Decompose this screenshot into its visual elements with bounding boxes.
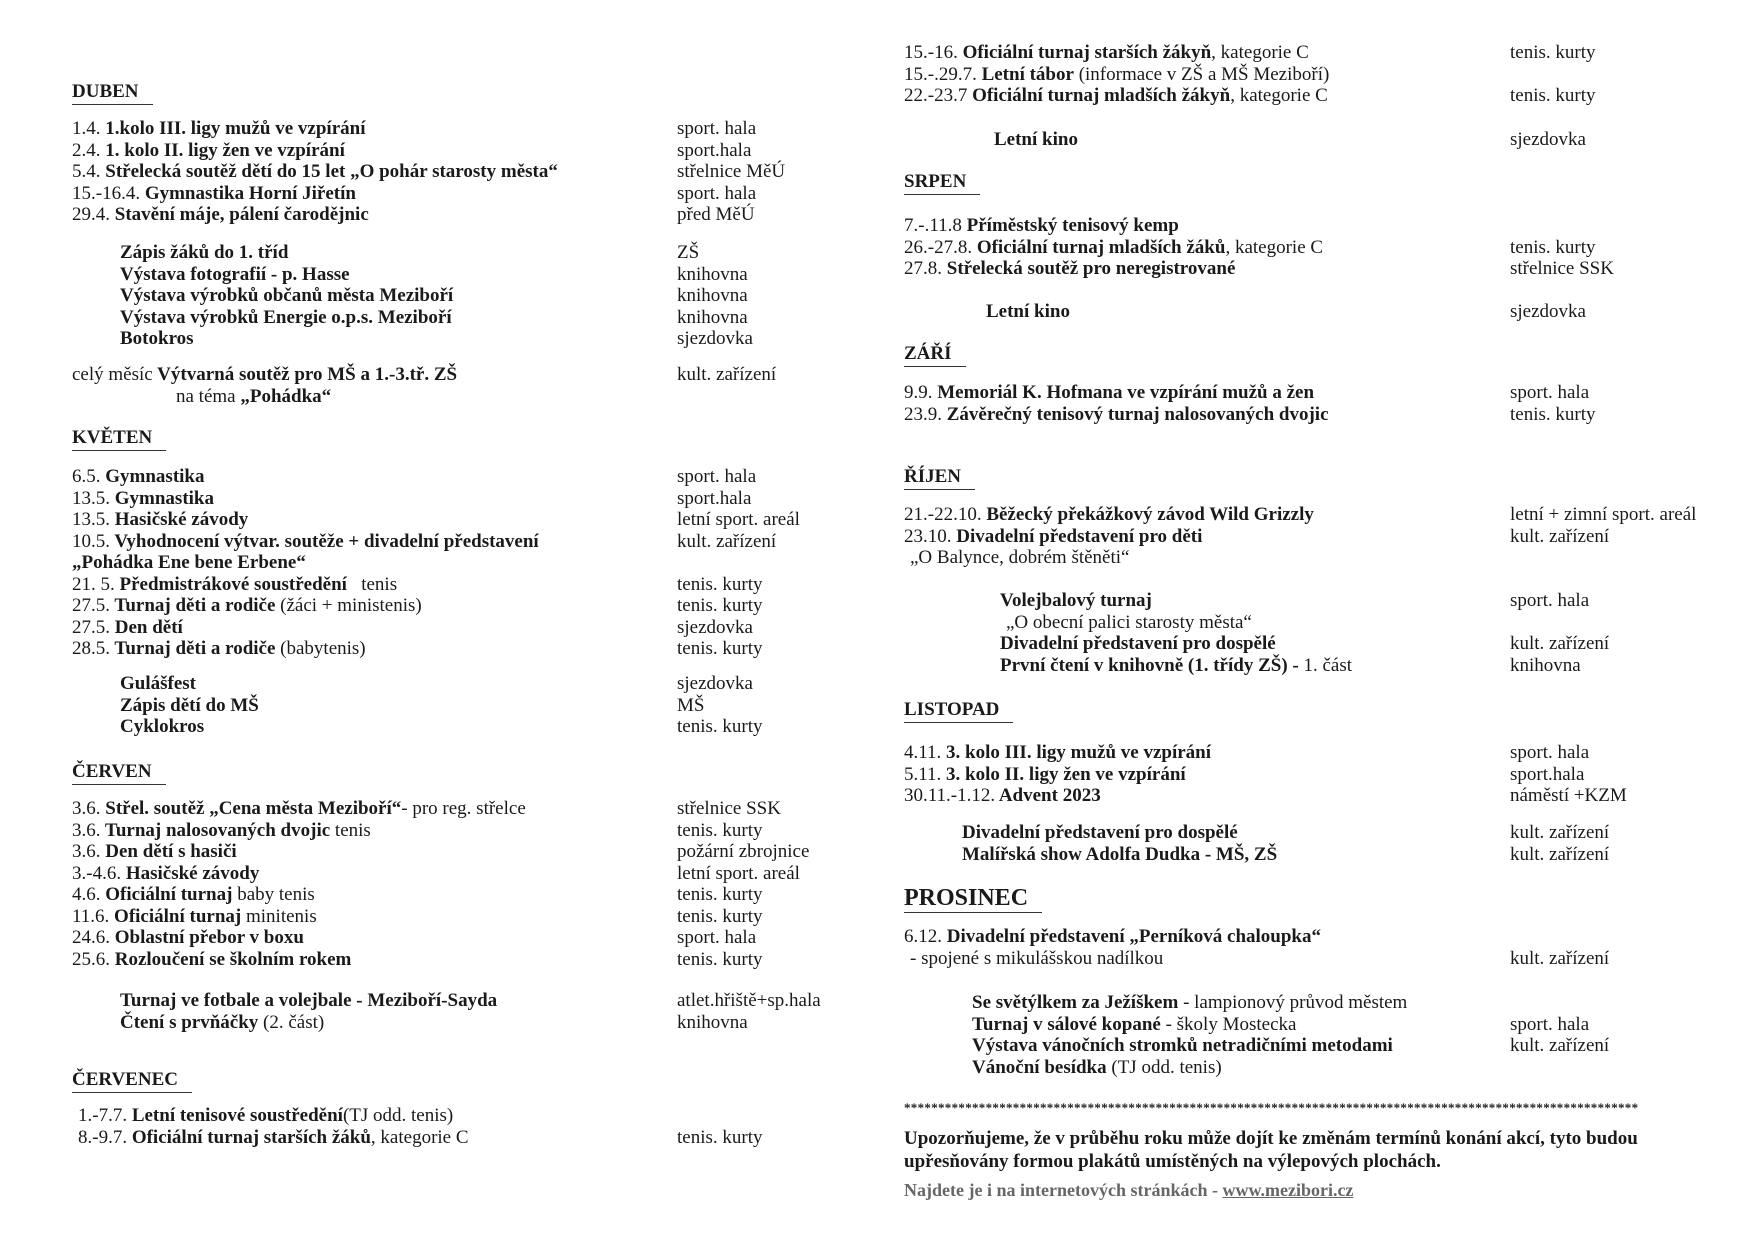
event-title: Se světýlkem za Ježíškem (972, 992, 1179, 1013)
event-date: 27.5. (72, 616, 110, 638)
event-date: 5.11. (904, 763, 942, 785)
duben-month-competition (72, 364, 812, 407)
list-item (72, 183, 812, 205)
list-item (120, 990, 821, 1012)
list-item (904, 526, 1704, 548)
heading-cerven: ČERVEN (72, 760, 166, 785)
event-place: kult. zařízení (1510, 1035, 1610, 1056)
event-title: Turnaj děti a rodiče (114, 638, 276, 659)
listopad-undated-list (962, 822, 1704, 865)
event-title: Běžecký překážkový závod Wild Grizzly (986, 504, 1314, 525)
zari-dated-list (904, 382, 1704, 425)
event-title: Zápis žáků do 1. tříd (120, 242, 289, 263)
event-place: sjezdovka (1510, 129, 1586, 150)
list-item (904, 785, 1704, 807)
list-item (72, 488, 812, 510)
event-note: 1. část (1298, 654, 1353, 676)
list-item (78, 1105, 812, 1127)
list-item (994, 129, 1704, 151)
list-item (904, 404, 1704, 426)
list-item (904, 504, 1704, 526)
event-note: tenis (330, 819, 371, 841)
srpen-dated-list (904, 215, 1704, 280)
event-note: (TJ odd. tenis) (342, 1105, 454, 1126)
event-title: Vyhodnocení výtvar. soutěže + divadelní představení (114, 530, 539, 552)
event-place: sport. hala (677, 927, 757, 948)
event-date: 3.6. (72, 841, 101, 862)
event-date: 15.-.29.7. (904, 63, 977, 85)
event-note: , kategorie C (1225, 236, 1324, 258)
event-place: kult. zařízení (1510, 843, 1610, 865)
event-place: před MěÚ (677, 204, 755, 225)
event-place: knihovna (677, 1011, 748, 1033)
website-link[interactable]: www.mezibori.cz (1222, 1180, 1354, 1200)
heading-duben: DUBEN (72, 80, 153, 105)
event-title: Rozloučení se školním rokem (114, 948, 352, 970)
event-title: Letní tábor (981, 63, 1074, 85)
event-title: Letní tenisové soustředění (131, 1105, 343, 1126)
list-item (72, 617, 812, 639)
event-note: (babytenis) (275, 638, 366, 659)
list-item (72, 884, 812, 906)
month-heading-rijen (904, 465, 975, 490)
event-title: Den dětí s hasiči (105, 841, 237, 862)
event-place: tenis. kurty (1510, 236, 1596, 258)
event-title: Výstava výrobků občanů města Meziboří (120, 285, 454, 306)
event-place: sport.hala (677, 487, 752, 509)
event-place: náměstí +KZM (1510, 785, 1627, 806)
event-place: střelnice SSK (677, 798, 781, 819)
event-place: tenis. kurty (677, 595, 763, 616)
event-place: sport. hala (677, 182, 757, 204)
event-place: kult. zařízení (1510, 947, 1610, 969)
event-date: 4.11. (904, 742, 942, 763)
event-title: Hasičské závody (114, 509, 249, 530)
prosinec-dated-list (904, 926, 1704, 969)
event-place: kult. zařízení (1510, 525, 1610, 547)
heading-rijen: ŘÍJEN (904, 465, 975, 490)
event-place: sjezdovka (677, 673, 753, 694)
event-title: Gulášfest (120, 673, 196, 694)
event-note: (informace v ZŠ a MŠ Meziboří) (1073, 63, 1330, 85)
list-item (962, 844, 1704, 866)
list-item (972, 1035, 1704, 1057)
list-item (72, 509, 812, 531)
month-heading-zari (904, 342, 966, 367)
event-place: ZŠ (677, 242, 700, 263)
prosinec-undated-list (972, 992, 1704, 1078)
event-note: , kategorie C (370, 1126, 469, 1148)
event-place: tenis. kurty (677, 948, 763, 970)
cervenec-undated-list (994, 129, 1704, 151)
cervenec-dated-list (78, 1105, 812, 1148)
event-note: , kategorie C (1230, 85, 1328, 106)
list-item (904, 85, 1704, 107)
list-item (904, 948, 1704, 970)
event-place: letní sport. areál (677, 509, 800, 530)
list-item (120, 716, 812, 738)
event-title: Střelecká soutěž dětí do 15 let „O pohár starosty města“ (105, 161, 558, 182)
event-date: 21.-22.10. (904, 504, 982, 525)
event-title: Střel. soutěž „Cena města Meziboří“ (105, 798, 402, 819)
event-note: - spojené s mikulášskou nadílkou (910, 947, 1164, 969)
duben-undated-list (120, 242, 812, 350)
event-title: 1.kolo III. ligy mužů ve vzpírání (105, 118, 366, 139)
event-date: 6.12. (904, 926, 942, 947)
list-item (120, 673, 812, 695)
event-date: 8.-9.7. (78, 1126, 128, 1148)
event-title: Malířská show Adolfa Dudka - MŠ, ZŠ (962, 843, 1278, 865)
list-item (120, 264, 812, 286)
event-place: tenis. kurty (677, 573, 763, 595)
event-date: 23.9. (904, 403, 942, 425)
event-title: Divadelní představení pro děti (956, 525, 1203, 547)
event-place: sport. hala (1510, 1013, 1590, 1035)
duben-dated-list (72, 118, 812, 226)
list-item (78, 1127, 812, 1149)
list-item (904, 237, 1704, 259)
event-place: tenis. kurty (677, 716, 763, 737)
month-heading-cerven (72, 760, 166, 785)
event-date: 7.-.11.8 (904, 215, 962, 236)
month-heading-listopad (904, 698, 1013, 723)
listopad-dated-list (904, 742, 1704, 807)
event-title: Divadelní představení pro dospělé (1000, 633, 1276, 654)
event-title: Turnaj nalosovaných dvojic (104, 819, 331, 841)
event-place: tenis. kurty (1510, 403, 1596, 425)
event-title: Divadelní představení „Perníková chaloupka“ (946, 926, 1321, 947)
event-place: střelnice SSK (1510, 258, 1614, 279)
event-date: 26.-27.8. (904, 236, 973, 258)
list-item (72, 798, 812, 820)
list-item (72, 466, 812, 488)
list-item (1000, 633, 1704, 655)
list-item (72, 820, 812, 842)
event-title: Stavění máje, pálení čarodějnic (114, 204, 369, 225)
event-title: Oficiální turnaj mladších žáků (976, 236, 1226, 258)
event-place: tenis. kurty (1510, 85, 1596, 106)
list-item (72, 906, 812, 928)
event-place: kult. zařízení (1510, 633, 1610, 654)
list-item (72, 140, 812, 162)
list-item (904, 764, 1704, 786)
event-date: 21. 5. (72, 573, 115, 595)
event-date: 3.6. (72, 798, 101, 819)
event-note: (TJ odd. tenis) (1106, 1056, 1222, 1078)
list-item (904, 64, 1704, 86)
event-date: 5.4. (72, 161, 101, 182)
list-item (120, 1012, 812, 1034)
event-title: Gymnastika (105, 466, 205, 487)
event-title: Výstava výrobků Energie o.p.s. Meziboří (120, 306, 452, 328)
event-place: atlet.hřiště+sp.hala (677, 990, 821, 1011)
event-title: Volejbalový turnaj (1000, 590, 1152, 611)
event-note: „O obecní palici starosty města“ (1006, 611, 1252, 633)
rijen-dated-list (904, 504, 1704, 569)
list-item (904, 382, 1704, 404)
event-date: 22.-23.7 (904, 85, 968, 106)
event-date: 9.9. (904, 382, 933, 403)
event-date: 30.11.-1.12. (904, 785, 996, 806)
month-heading-duben (72, 80, 153, 105)
event-date: 15.-16.4. (72, 182, 141, 204)
event-place: knihovna (1510, 654, 1581, 676)
event-place: sjezdovka (1510, 301, 1586, 322)
list-item (1000, 590, 1704, 612)
event-title: Gymnastika (114, 487, 214, 509)
list-item (72, 863, 812, 885)
list-item (986, 301, 1704, 323)
event-place: sjezdovka (677, 616, 753, 638)
event-note: - lampionový průvod městem (1178, 992, 1408, 1013)
heading-prosinec: PROSINEC (904, 884, 1042, 913)
heading-srpen: SRPEN (904, 170, 980, 195)
event-date: 10.5. (72, 530, 110, 552)
event-note: minitenis (241, 905, 317, 927)
event-title: Advent 2023 (998, 785, 1101, 806)
list-item (904, 258, 1704, 280)
cervenec-continued-list (904, 42, 1704, 107)
list-item (120, 695, 812, 717)
event-place: letní + zimní sport. areál (1510, 504, 1697, 525)
event-note: (2. část) (258, 1011, 325, 1033)
event-date: 3.-4.6. (72, 862, 122, 884)
event-date: 6.5. (72, 466, 101, 487)
event-title: Turnaj ve fotbale a volejbale - Meziboří-Sayda (120, 990, 498, 1011)
list-item (120, 328, 812, 350)
event-title: Závěrečný tenisový turnaj nalosovaných dvojic (946, 403, 1329, 425)
event-place: tenis. kurty (677, 905, 763, 927)
month-heading-srpen (904, 170, 980, 195)
event-title: Letní kino (994, 129, 1078, 150)
event-place: tenis. kurty (677, 1126, 763, 1148)
list-item (972, 1057, 1704, 1079)
event-date: 27.5. (72, 595, 110, 616)
srpen-undated-list (986, 301, 1704, 323)
event-date: 29.4. (72, 204, 110, 225)
event-title: „Pohádka Ene bene Erbene“ (72, 552, 306, 573)
heading-zari: ZÁŘÍ (904, 342, 966, 367)
event-title: Gymnastika Horní Jiřetín (144, 182, 356, 204)
list-item (904, 926, 1704, 948)
list-item (972, 992, 1704, 1014)
list-item (72, 161, 812, 183)
event-place: tenis. kurty (677, 884, 763, 905)
event-title: Příměstský tenisový kemp (966, 215, 1179, 236)
list-item (72, 531, 812, 553)
event-note: , kategorie C (1211, 42, 1309, 63)
heading-cervenec: ČERVENEC (72, 1068, 192, 1093)
event-place: kult. zařízení (1510, 822, 1610, 843)
kveten-dated-list (72, 466, 812, 660)
event-date: 24.6. (72, 927, 110, 948)
event-date: 3.6. (72, 819, 101, 841)
list-item (72, 841, 812, 863)
event-place: sport. hala (677, 118, 757, 139)
month-heading-cervenec (72, 1068, 192, 1093)
list-item (904, 742, 1704, 764)
list-item (72, 574, 812, 596)
list-item (120, 242, 812, 264)
event-place: tenis. kurty (677, 819, 763, 841)
list-item (72, 595, 812, 617)
event-title: Oficiální turnaj (105, 884, 233, 905)
event-date: 4.6. (72, 884, 101, 905)
heading-listopad: LISTOPAD (904, 698, 1013, 723)
event-date: 1.-7.7. (78, 1105, 128, 1126)
list-item (72, 204, 812, 226)
month-heading-prosinec (904, 884, 1042, 913)
list-item: celý měsíc Výtvarná soutěž pro MŠ a 1.-3.tř. ZŠ kult. zařízení (72, 364, 777, 385)
event-place: knihovna (677, 306, 748, 328)
event-title: Den dětí (114, 616, 183, 638)
event-title: Čtení s prvňáčky (120, 1011, 259, 1033)
heading-kveten: KVĚTEN (72, 426, 166, 451)
event-title: 3. kolo III. ligy mužů ve vzpírání (946, 742, 1212, 763)
month-heading-kveten (72, 426, 166, 451)
event-title: Memoriál K. Hofmana ve vzpírání mužů a žen (937, 382, 1315, 403)
event-title: Oficiální turnaj starších žákyň (962, 42, 1212, 63)
event-title: Turnaj v sálové kopané (972, 1013, 1161, 1035)
event-date: 11.6. (72, 905, 110, 927)
event-place: knihovna (677, 285, 748, 306)
list-item (904, 42, 1704, 64)
event-title: Turnaj děti a rodiče (114, 595, 276, 616)
event-place: knihovna (677, 263, 748, 285)
list-item (72, 638, 812, 660)
list-item (120, 307, 812, 329)
list-item (72, 118, 812, 140)
website-line: Najdete je i na internetových stránkách - www.mezibori.cz (904, 1180, 1354, 1200)
event-title: Zápis dětí do MŠ (120, 694, 259, 716)
event-title: Hasičské závody (125, 862, 260, 884)
event-place: sport. hala (1510, 742, 1590, 763)
event-title: 1. kolo II. ligy žen ve vzpírání (105, 139, 345, 161)
event-place: kult. zařízení (677, 530, 777, 552)
event-date: 25.6. (72, 948, 110, 970)
event-date: 27.8. (904, 258, 942, 279)
event-note: (žáci + ministenis) (275, 595, 422, 616)
list-item (72, 949, 812, 971)
list-item (1000, 612, 1704, 634)
event-title: Cyklokros (120, 716, 205, 737)
event-title: Vánoční besídka (972, 1056, 1107, 1078)
event-date: 13.5. (72, 509, 110, 530)
event-title: Oficiální turnaj mladších žákyň (972, 85, 1231, 106)
list-item (72, 927, 812, 949)
event-title: 3. kolo II. ligy žen ve vzpírání (946, 763, 1186, 785)
event-title: Divadelní představení pro dospělé (962, 822, 1238, 843)
list-item (962, 822, 1704, 844)
event-note: tenis (346, 573, 398, 595)
event-title: Střelecká soutěž pro neregistrované (946, 258, 1236, 279)
event-note: - pro reg. střelce (401, 798, 526, 819)
kveten-undated-list (120, 673, 812, 738)
event-date: 2.4. (72, 139, 101, 161)
list-item (904, 215, 1704, 237)
event-place: MŠ (677, 694, 705, 716)
event-place: sjezdovka (677, 328, 753, 349)
event-title: Oficiální turnaj (114, 905, 242, 927)
cerven-dated-list (72, 798, 812, 970)
event-place: střelnice MěÚ (677, 161, 786, 182)
event-title: Botokros (120, 328, 194, 349)
event-note: baby tenis (232, 884, 315, 905)
event-date: 13.5. (72, 487, 110, 509)
event-place: letní sport. areál (677, 862, 800, 884)
event-title: Oficiální turnaj starších žáků (131, 1126, 371, 1148)
event-place: sport. hala (1510, 590, 1590, 611)
notice-text: Upozorňujeme, že v průběhu roku může dojít ke změnám termínů konání akcí, tyto budou upřesňovány formou plakátů umístěných na výlepových plochách. (904, 1128, 1638, 1172)
event-title: Výstava fotografií - p. Hasse (120, 263, 350, 285)
event-title: Výstava vánočních stromků netradičními metodami (972, 1035, 1393, 1056)
event-date: 23.10. (904, 525, 952, 547)
event-place: požární zbrojnice (677, 841, 810, 862)
event-title: Letní kino (986, 301, 1070, 322)
list-item (120, 285, 812, 307)
event-date: 15.-16. (904, 42, 958, 63)
list-item (72, 552, 812, 574)
list-item (904, 547, 1704, 569)
event-title: První čtení v knihovně (1. třídy ZŠ) - (1000, 654, 1299, 676)
list-item (972, 1014, 1704, 1036)
event-title: Oblastní přebor v boxu (114, 927, 304, 948)
cerven-undated-list (120, 990, 821, 1033)
separator-stars: ************************************************************************************************************ (904, 1100, 1639, 1115)
event-date: 28.5. (72, 638, 110, 659)
event-date: 1.4. (72, 118, 101, 139)
event-note: „O Balynce, dobrém štěněti“ (910, 547, 1130, 568)
list-item (1000, 655, 1704, 677)
event-place: sport. hala (1510, 382, 1590, 403)
event-place: sport. hala (677, 466, 757, 487)
event-place: sport.hala (1510, 763, 1585, 785)
event-place: sport.hala (677, 139, 752, 161)
event-note: - školy Mostecka (1160, 1013, 1297, 1035)
list-item: na téma „Pohádka“ (176, 385, 332, 407)
event-place: tenis. kurty (677, 638, 763, 659)
rijen-undated-list (1000, 590, 1704, 676)
event-place: tenis. kurty (1510, 42, 1596, 63)
event-title: Předmistrákové soustředění (119, 573, 347, 595)
